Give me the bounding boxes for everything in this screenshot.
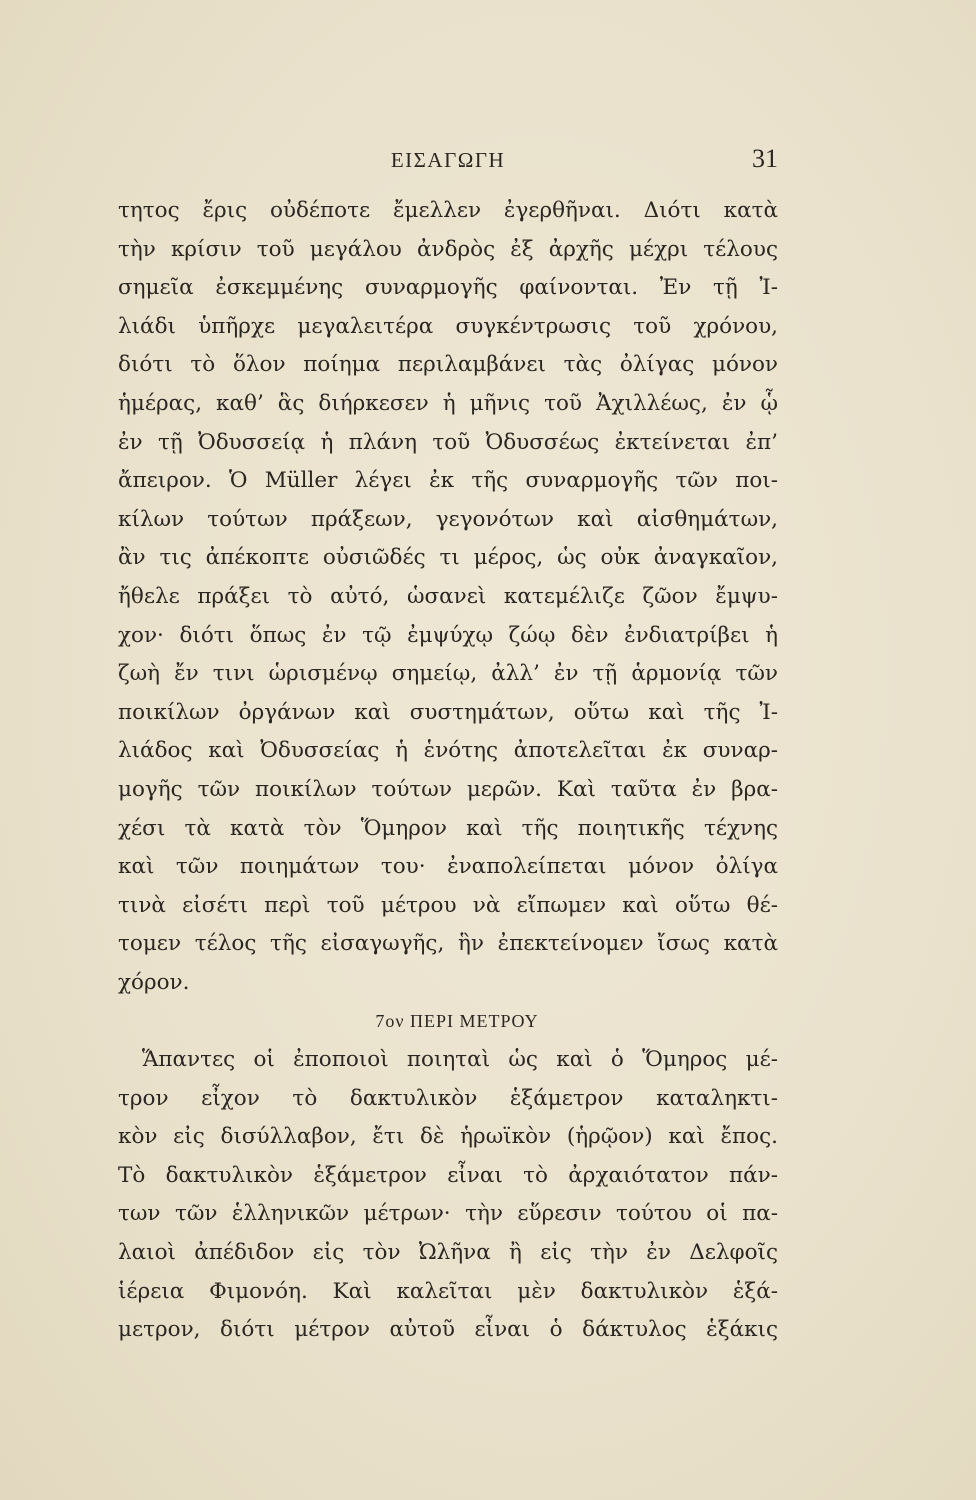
text-line: μετρον, διότι μέτρον αὐτοῦ εἶναι ὁ δάκτυλος ἑξάκις	[118, 1317, 778, 1343]
text-line: τομεν τέλος τῆς εἰσαγωγῆς, ἣν ἐπεκτείνομεν ἴσως κατὰ	[118, 931, 778, 957]
text-line: τὴν κρίσιν τοῦ μεγάλου ἀνδρὸς ἐξ ἀρχῆς μέχρι τέλους	[118, 236, 778, 262]
text-line: σημεῖα ἐσκεμμένης συναρμογῆς φαίνονται. Ἐν τῇ Ἰ-	[118, 275, 778, 301]
text-line: λιάδι ὑπῆρχε μεγαλειτέρα συγκέντρωσις τοῦ χρόνου,	[118, 313, 778, 339]
text-line: κὸν εἰς δισύλλαβον, ἔτι δὲ ἡρωϊκὸν (ἡρῷον) καὶ ἔπος.	[118, 1124, 778, 1150]
text-line: χον· διότι ὅπως ἐν τῷ ἐμψύχῳ ζώῳ δὲν ἐνδιατρίβει ἡ	[118, 622, 778, 648]
text-line: ἱέρεια Φιμονόη. Καὶ καλεῖται μὲν δακτυλικὸν ἑξά-	[118, 1278, 778, 1304]
text-line: Τὸ δακτυλικὸν ἑξάμετρον εἶναι τὸ ἀρχαιότατον πάν-	[118, 1162, 778, 1188]
text-line: τητος ἔρις οὐδέποτε ἔμελλεν ἐγερθῆναι. Διότι κατὰ	[118, 198, 778, 223]
text-line: κίλων τούτων πράξεων, γεγονότων καὶ αἰσθημάτων,	[118, 506, 778, 532]
text-line: Ἅπαντες οἱ ἐποποιοὶ ποιηταὶ ὡς καὶ ὁ Ὅμηρος μέ-	[142, 1047, 778, 1073]
text-line: χόρον.	[118, 969, 190, 995]
running-title: ΕΙΣΑΓΩΓΗ	[390, 148, 506, 172]
text-line: διότι τὸ ὅλον ποίημα περιλαμβάνει τὰς ὀλίγας μόνον	[118, 352, 778, 378]
text-line: ἂν τις ἀπέκοπτε οὐσιῶδές τι μέρος, ὡς οὐκ ἀναγκαῖον,	[118, 545, 778, 571]
text-line: καὶ τῶν ποιημάτων του· ἐναπολείπεται μόνον ὀλίγα	[118, 854, 778, 880]
page-number: 31	[752, 144, 778, 173]
text-line: τρον εἶχον τὸ δακτυλικὸν ἑξάμετρον καταληκτι-	[118, 1085, 778, 1111]
text-line: λαιοὶ ἀπέδιδον εἰς τὸν Ὠλῆνα ἢ εἰς τὴν ἐν Δελφοῖς	[118, 1240, 778, 1266]
text-line: ἐν τῇ Ὀδυσσείᾳ ἡ πλάνη τοῦ Ὀδυσσέως ἐκτείνεται ἐπ’	[118, 429, 778, 455]
running-head	[118, 144, 778, 180]
text-line: ζωὴ ἔν τινι ὡρισμένῳ σημείῳ, ἀλλ’ ἐν τῇ ἁρμονίᾳ τῶν	[118, 661, 778, 687]
text-line: λιάδος καὶ Ὀδυσσείας ἡ ἑνότης ἀποτελεῖται ἐκ συναρ-	[118, 738, 778, 764]
body-text	[118, 192, 778, 1350]
text-line: ἄπειρον. Ὁ Müller λέγει ἐκ τῆς συναρμογῆς τῶν ποι-	[118, 468, 778, 494]
section-heading: 7ον ΠΕΡΙ ΜΕΤΡΟΥ	[375, 1011, 539, 1032]
text-line: τινὰ εἰσέτι περὶ τοῦ μέτρου νὰ εἴπωμεν καὶ οὕτω θέ-	[118, 892, 778, 918]
text-line: μογῆς τῶν ποικίλων τούτων μερῶν. Καὶ ταῦτα ἐν βρα-	[118, 776, 778, 802]
text-line: ἡμέρας, καθ’ ἃς διήρκεσεν ἡ μῆνις τοῦ Ἀχιλλέως, ἐν ᾧ	[118, 390, 778, 416]
text-line: ποικίλων ὀργάνων καὶ συστημάτων, οὕτω καὶ τῆς Ἰ-	[118, 699, 778, 725]
text-line: ἤθελε πράξει τὸ αὐτό, ὡσανεὶ κατεμέλιζε ζῶον ἔμψυ-	[118, 583, 778, 609]
text-line: των τῶν ἑλληνικῶν μέτρων· τὴν εὕρεσιν τούτου οἱ πα-	[118, 1201, 778, 1227]
text-line: χέσι τὰ κατὰ τὸν Ὅμηρον καὶ τῆς ποιητικῆς τέχνης	[118, 815, 778, 841]
